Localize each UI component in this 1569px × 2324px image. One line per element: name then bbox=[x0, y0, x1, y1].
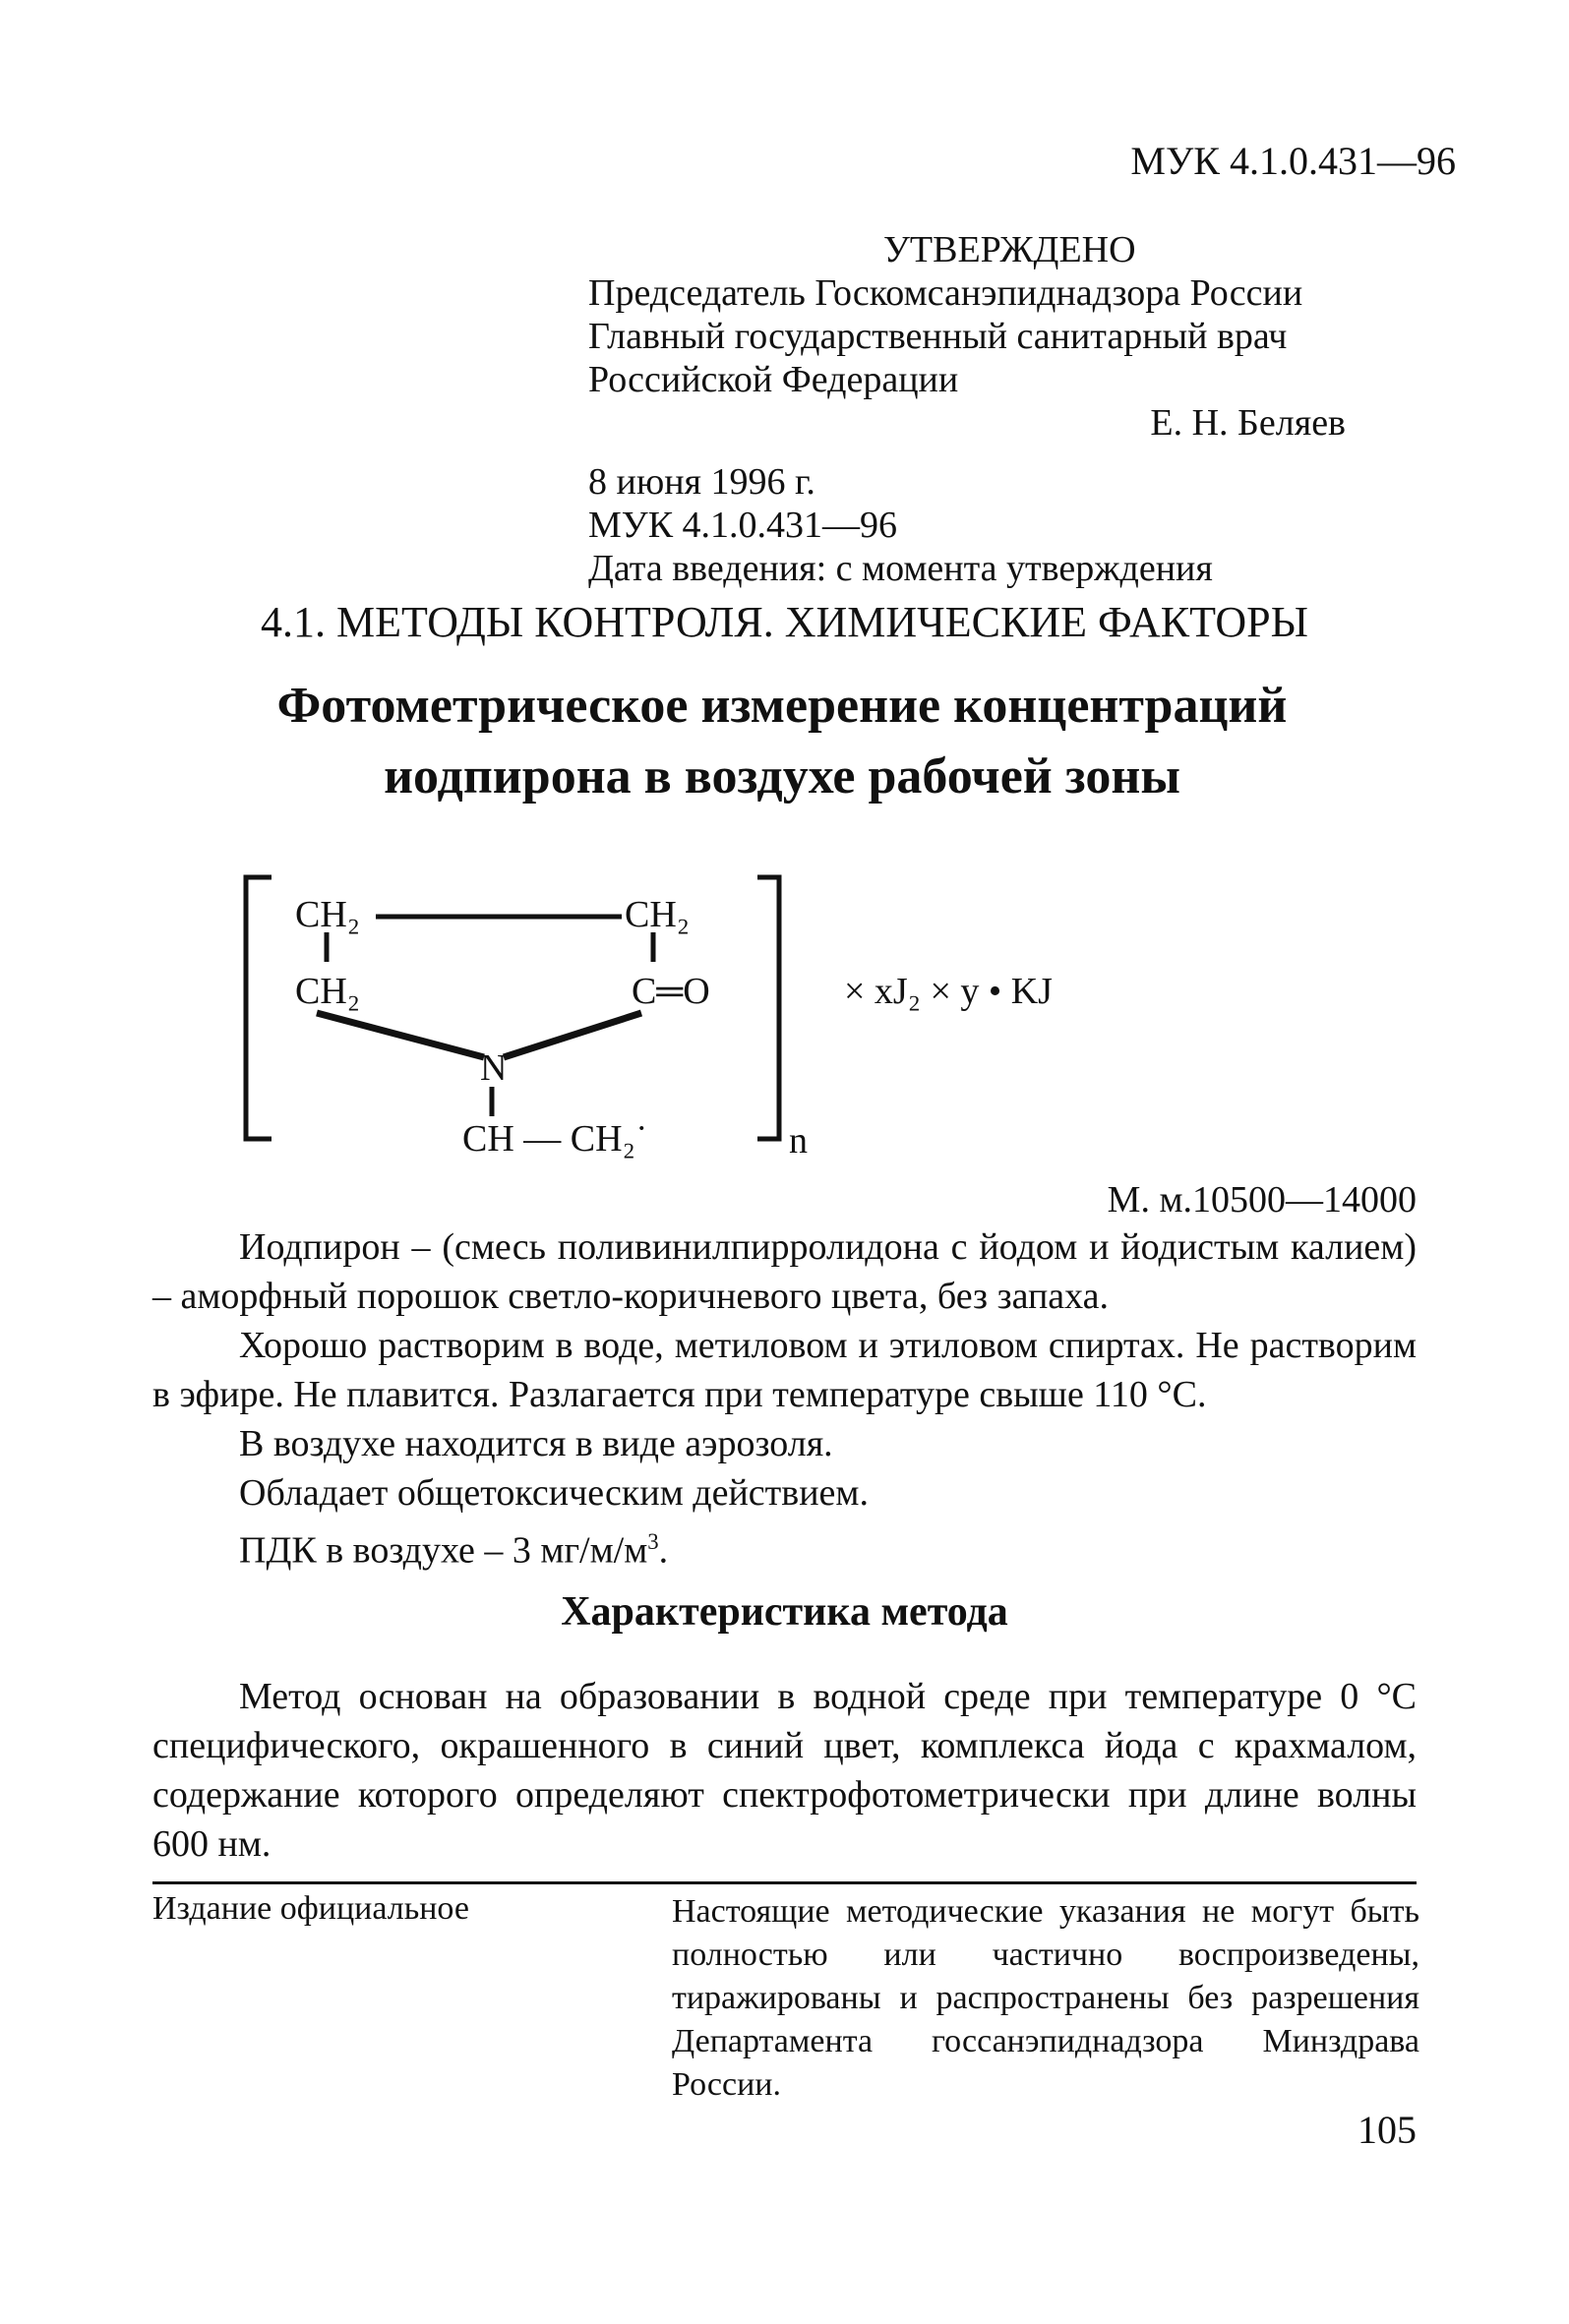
ch2-bottom-left: CH₂ bbox=[295, 971, 361, 1012]
approval-code: МУК 4.1.0.431—96 bbox=[588, 505, 898, 546]
approver-position-1: Председатель Госкомсанэпиднадзора России bbox=[588, 272, 1303, 314]
approver-position-3: Российской Федерации bbox=[588, 359, 959, 400]
document-title bbox=[148, 671, 1417, 812]
title-line-2: иодпирона в воздухе рабочей зоны bbox=[384, 748, 1180, 804]
molecular-mass: М. м.10500—14000 bbox=[1107, 1179, 1417, 1221]
method-description bbox=[152, 1672, 1417, 1869]
mac-superscript: 3 bbox=[647, 1529, 659, 1554]
official-edition-label: Издание официальное bbox=[152, 1890, 469, 1927]
mac-paragraph bbox=[152, 1518, 1417, 1576]
nitrogen-atom: N bbox=[480, 1047, 508, 1089]
mac-end: . bbox=[658, 1529, 669, 1572]
method-paragraph: Метод основан на образовании в водной среде при температуре 0 °С специфического, окрашенного в синий цвет, комплекса йода с крахмалом, содержание которого определяют спектрофотометрически при длине волны 600 нм. bbox=[152, 1676, 1417, 1865]
left-bracket bbox=[246, 877, 272, 1139]
complex-composition: × xJ₂ × y • KJ bbox=[844, 971, 1053, 1012]
ch2-top-right: CH₂ bbox=[625, 894, 691, 935]
approval-date: 8 июня 1996 г. bbox=[588, 461, 815, 503]
substance-description bbox=[152, 1222, 1417, 1576]
description-paragraph: Обладает общетоксическим действием. bbox=[239, 1472, 869, 1514]
bond-left-n bbox=[317, 1013, 484, 1057]
approver-name: Е. Н. Беляев bbox=[1150, 402, 1346, 444]
approval-block bbox=[588, 228, 1405, 590]
repeat-subscript: n bbox=[789, 1120, 808, 1162]
document-code-header: МУК 4.1.0.431—96 bbox=[1130, 139, 1456, 183]
description-paragraph: Хорошо растворим в воде, метиловом и этиловом спиртах. Не растворим в эфире. Не плавится. Разлагается при температуре свыше 110 °С. bbox=[152, 1325, 1417, 1415]
right-bracket bbox=[757, 877, 779, 1139]
section-heading: 4.1. МЕТОДЫ КОНТРОЛЯ. ХИМИЧЕСКИЕ ФАКТОРЫ bbox=[260, 598, 1309, 646]
ch2-top-left: CH₂ bbox=[295, 894, 361, 935]
mac-text: ПДК в воздухе – 3 мг/м/м bbox=[239, 1529, 648, 1572]
description-paragraph: В воздухе находится в виде аэрозоля. bbox=[239, 1423, 833, 1464]
copyright-notice: Настоящие методические указания не могут быть полностью или частично воспроизведены, тиражированы и распространены без разрешения Департамента госсанэпиднадзора Минздрава России. bbox=[672, 1893, 1419, 2103]
footer-divider bbox=[152, 1881, 1417, 1884]
description-paragraph: Иодпирон – (смесь поливинилпирролидона с йодом и йодистым калием) – аморфный порошок светло-коричневого цвета, без запаха. bbox=[152, 1226, 1417, 1317]
effective-date: Дата введения: с момента утверждения bbox=[588, 548, 1213, 589]
title-line-1: Фотометрическое измерение концентраций bbox=[276, 678, 1288, 734]
carbonyl-group: C═O bbox=[632, 971, 710, 1012]
approved-label: УТВЕРЖДЕНО bbox=[883, 229, 1136, 270]
method-heading: Характеристика метода bbox=[561, 1589, 1008, 1635]
chain-group: CH — CH₂˙ bbox=[462, 1118, 648, 1160]
approver-position-2: Главный государственный санитарный врач bbox=[588, 316, 1288, 357]
structural-formula bbox=[226, 865, 1171, 1180]
bond-right-n bbox=[504, 1013, 641, 1057]
page-number: 105 bbox=[1358, 2108, 1417, 2152]
